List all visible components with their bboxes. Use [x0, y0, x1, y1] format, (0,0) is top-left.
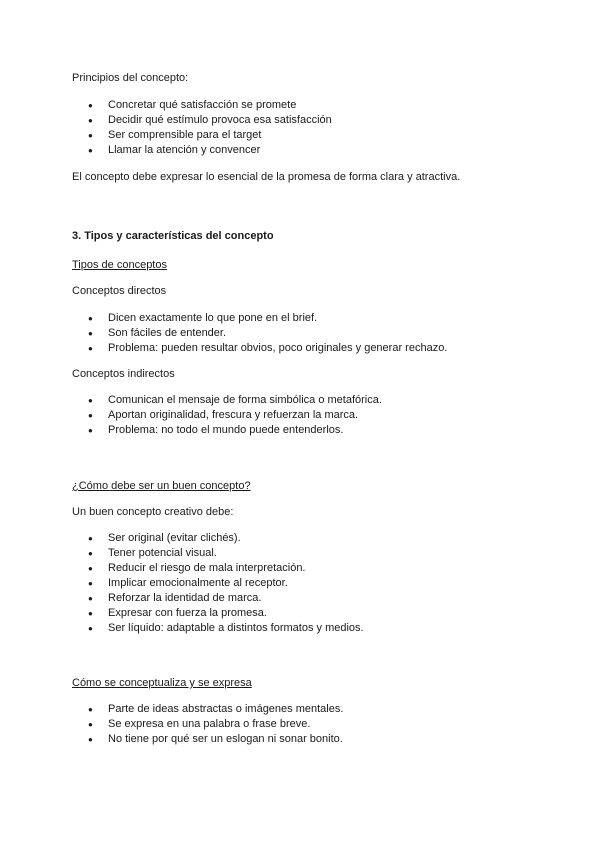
list-item: ● Decidir qué estímulo provoca esa satisfacción: [72, 113, 332, 128]
good-concept-intro: Un buen concepto creativo debe:: [72, 506, 234, 518]
list-item: ● Llamar la atención y convencer: [72, 143, 332, 158]
section-title: 3. Tipos y características del concepto: [72, 230, 274, 242]
direct-concepts-list: [72, 311, 447, 356]
types-heading: Tipos de conceptos: [72, 259, 167, 271]
list-item: ● Son fáciles de entender.: [72, 326, 447, 341]
list-item: ● Concretar qué satisfacción se promete: [72, 98, 332, 113]
list-item: ● Problema: pueden resultar obvios, poco originales y generar rechazo.: [72, 341, 447, 356]
indirect-concepts-list: [72, 393, 382, 438]
list-item: ● Reforzar la identidad de marca.: [72, 591, 364, 606]
list-item: ● Problema: no todo el mundo puede entenderlos.: [72, 423, 382, 438]
list-item: ● Tener potencial visual.: [72, 546, 364, 561]
list-item: ● No tiene por qué ser un eslogan ni sonar bonito.: [72, 732, 343, 747]
list-item: ● Comunican el mensaje de forma simbólica o metafórica.: [72, 393, 382, 408]
principles-summary: El concepto debe expresar lo esencial de la promesa de forma clara y atractiva.: [72, 171, 461, 183]
principles-list: [72, 98, 332, 158]
list-item: ● Ser líquido: adaptable a distintos formatos y medios.: [72, 621, 364, 636]
conceptualize-heading: Cómo se conceptualiza y se expresa: [72, 677, 252, 689]
list-item: ● Reducir el riesgo de mala interpretación.: [72, 561, 364, 576]
list-item: ● Ser comprensible para el target: [72, 128, 332, 143]
list-item: ● Aportan originalidad, frescura y refuerzan la marca.: [72, 408, 382, 423]
list-item: ● Ser original (evitar clichés).: [72, 531, 364, 546]
conceptualize-list: [72, 702, 343, 747]
list-item: ● Se expresa en una palabra o frase breve.: [72, 717, 343, 732]
direct-concepts-label: Conceptos directos: [72, 285, 167, 297]
list-item: ● Expresar con fuerza la promesa.: [72, 606, 364, 621]
list-item: ● Parte de ideas abstractas o imágenes mentales.: [72, 702, 343, 717]
list-item: ● Dicen exactamente lo que pone en el brief.: [72, 311, 447, 326]
indirect-concepts-label: Conceptos indirectos: [72, 368, 175, 380]
list-item: ● Implicar emocionalmente al receptor.: [72, 576, 364, 591]
good-concept-heading: ¿Cómo debe ser un buen concepto?: [72, 480, 251, 492]
principles-heading: Principios del concepto:: [72, 72, 189, 84]
good-concept-list: [72, 531, 364, 636]
